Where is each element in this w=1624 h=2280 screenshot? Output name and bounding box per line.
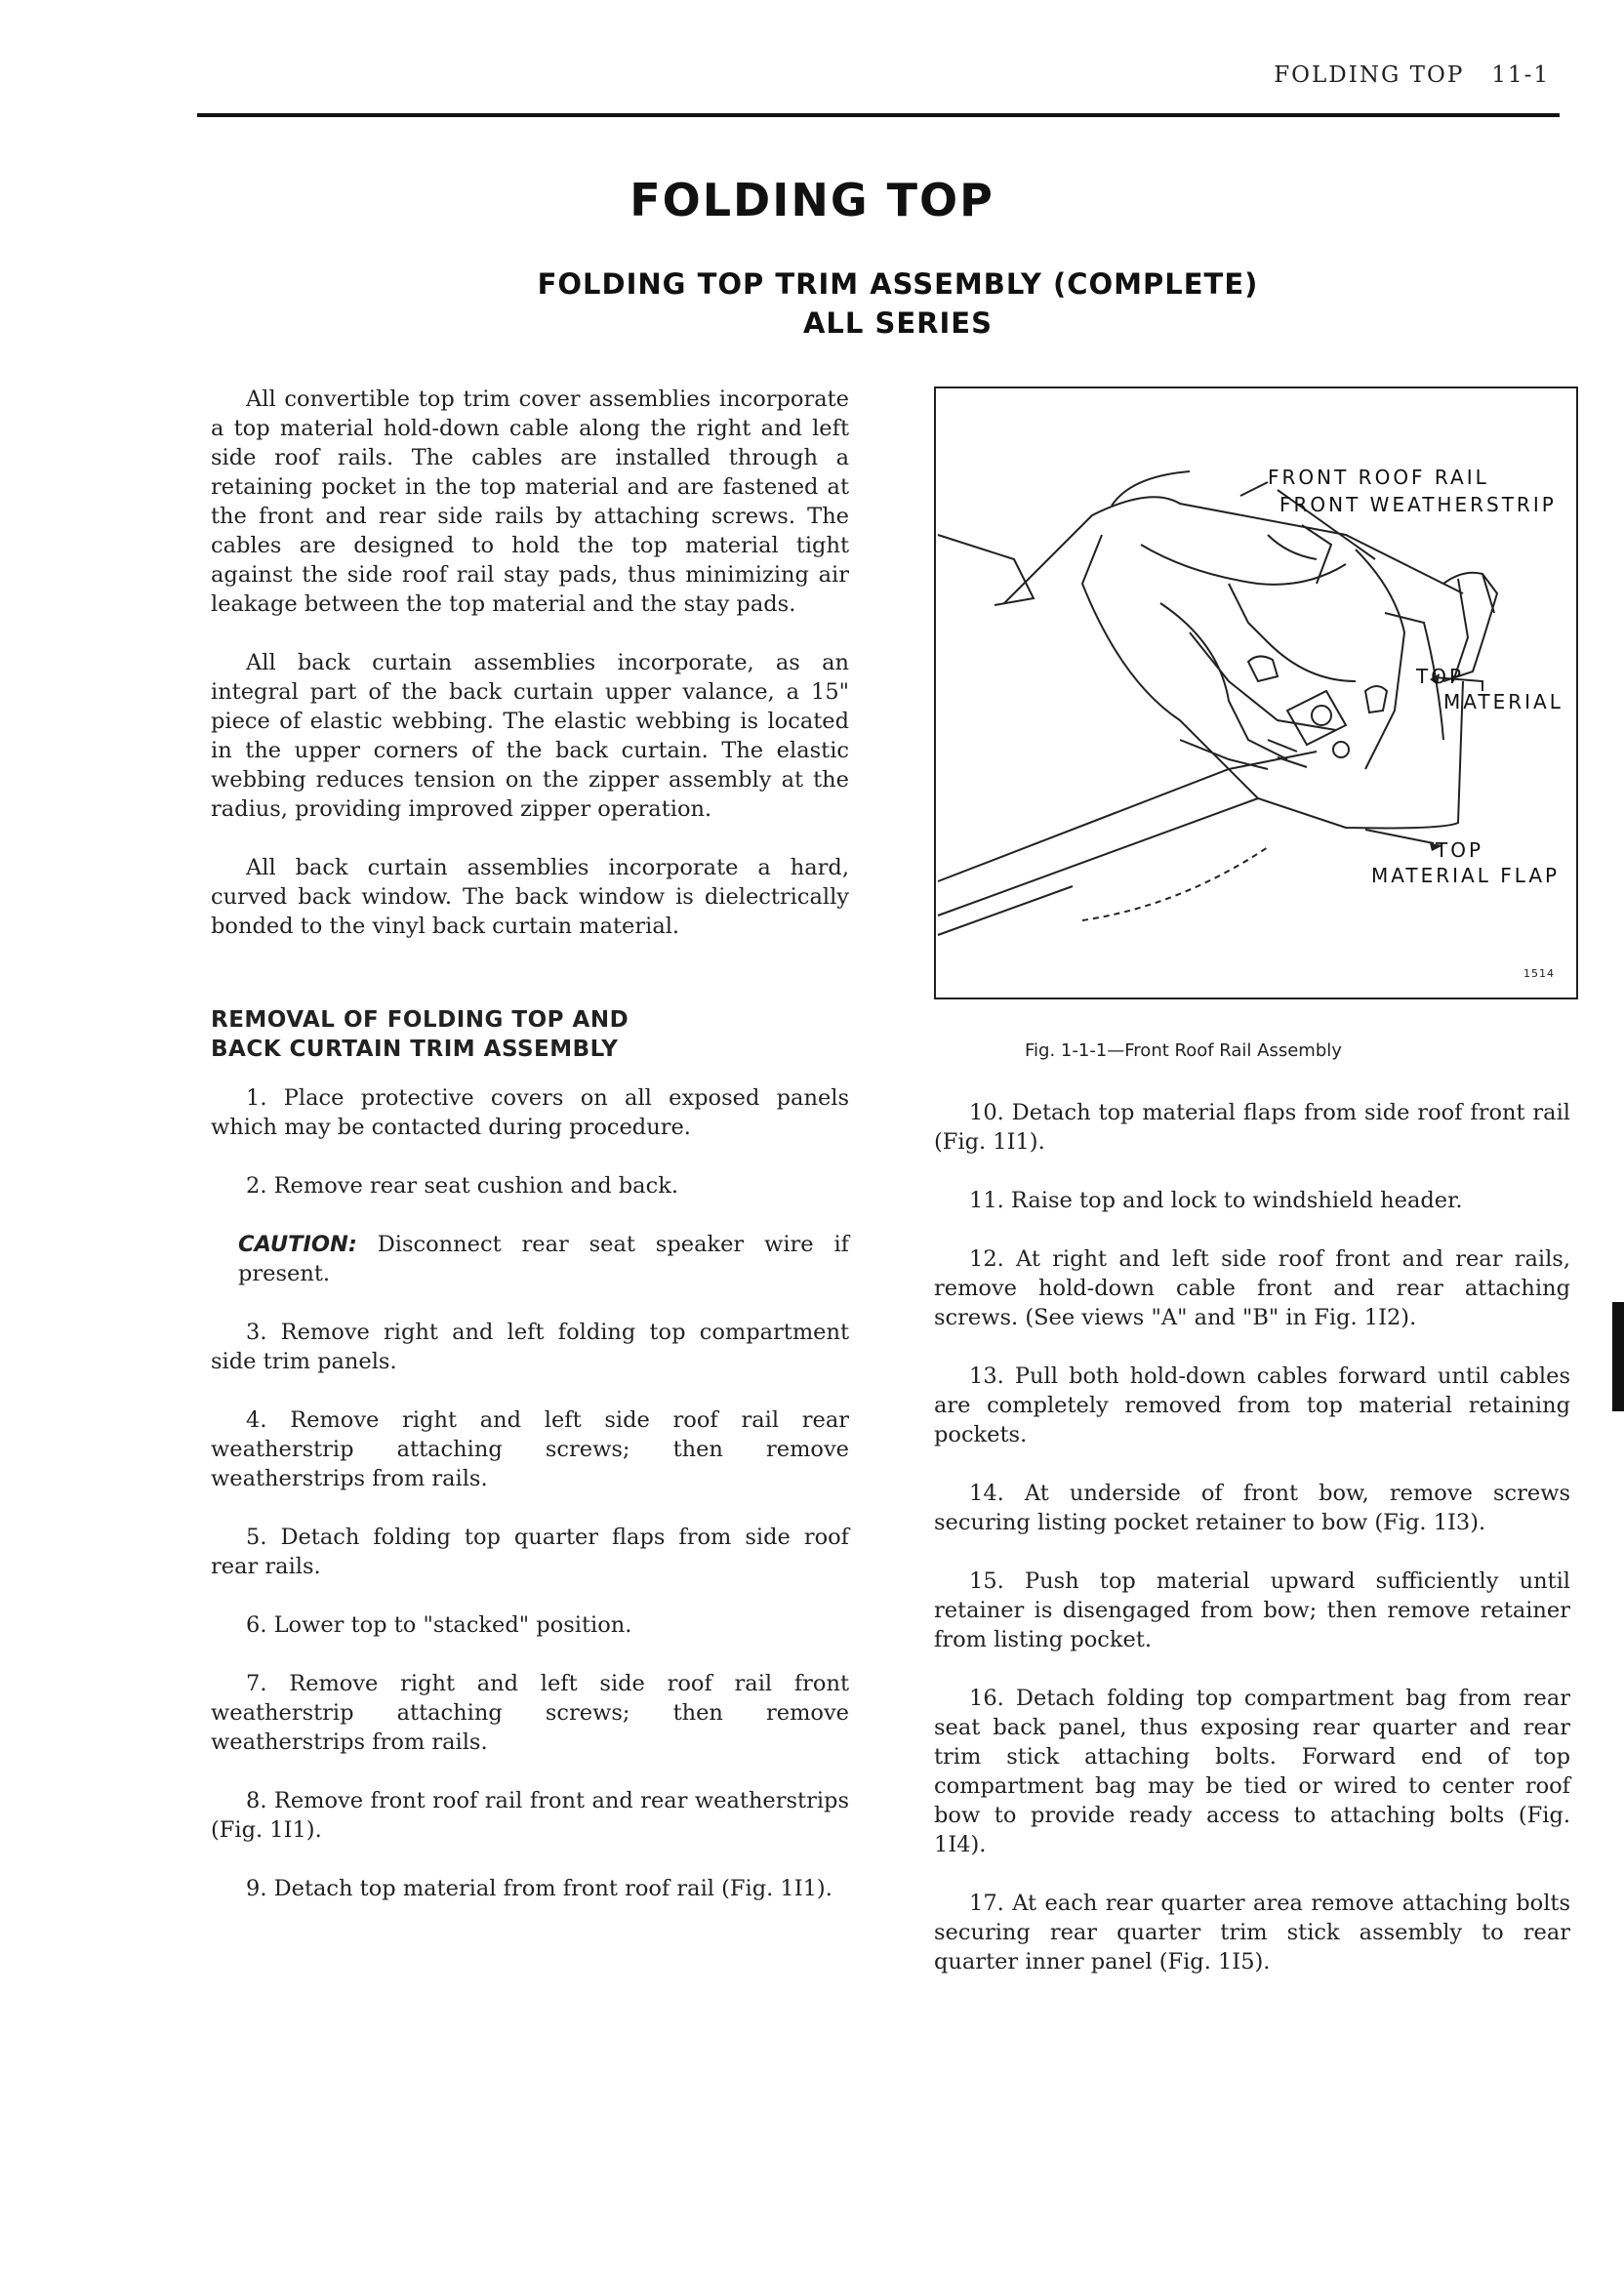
intro-paragraph: All back curtain assemblies incorporate, as an integral part of the back curtain upper valance, a 15" piece of elastic webbing. The elastic webbing is located in the upper corners of the back curtain. The elastic webbing reduces tension on the zipper assembly at the radius, providing improved zipper operation.	[211, 650, 849, 822]
section-subtitle: FOLDING TOP TRIM ASSEMBLY (COMPLETE)	[537, 267, 1259, 301]
caution-text: Disconnect rear seat speaker wire if present.	[238, 1232, 849, 1286]
step-6: 6. Lower top to "stacked" position.	[246, 1612, 632, 1638]
page-title: FOLDING TOP	[629, 174, 995, 226]
step-4: 4. Remove right and left side roof rail rear weatherstrip attaching screws; then remove weatherstrips from rails.	[211, 1407, 849, 1491]
section-heading-line: REMOVAL OF FOLDING TOP AND	[211, 1007, 629, 1033]
section-heading	[211, 1005, 849, 1064]
callout-material: MATERIAL	[1443, 690, 1563, 713]
step-11: 11. Raise top and lock to windshield header.	[969, 1188, 1463, 1213]
callout-front-weatherstrip: FRONT WEATHERSTRIP	[1279, 493, 1557, 516]
callout-top: TOP	[1416, 665, 1465, 688]
step-15: 15. Push top material upward sufficiently until retainer is disengaged from bow; then remove retainer from listing pocket.	[934, 1568, 1570, 1652]
header-rule	[197, 113, 1560, 117]
step-2: 2. Remove rear seat cushion and back.	[246, 1173, 678, 1199]
figure-front-roof-rail	[934, 387, 1578, 999]
caution-note	[238, 1230, 849, 1288]
step-1: 1. Place protective covers on all exposed panels which may be contacted during procedure.	[211, 1085, 849, 1140]
intro-paragraph: All back curtain assemblies incorporate a hard, curved back window. The back window is dielectrically bonded to the vinyl back curtain material.	[211, 855, 849, 939]
step-8: 8. Remove front roof rail front and rear weatherstrips (Fig. 1I1).	[211, 1788, 849, 1843]
section-thumb-tab	[1612, 1302, 1624, 1411]
running-title: FOLDING TOP	[1274, 62, 1465, 88]
running-head	[1274, 62, 1550, 88]
callout-top-2: TOP	[1436, 838, 1484, 862]
step-12: 12. At right and left side roof front and rear rails, remove hold-down cable front and rear attaching screws. (See views "A" and "B" in Fig. 1I2).	[934, 1246, 1570, 1330]
step-16: 16. Detach folding top compartment bag from rear seat back panel, thus exposing rear quarter and rear trim stick attaching bolts. Forward end of top compartment bag may be tied or wired to center roof bow to provide ready access to attaching bolts (Fig. 1I4).	[934, 1686, 1570, 1857]
figure-id: 1514	[1523, 967, 1555, 980]
series-subtitle: ALL SERIES	[802, 306, 993, 340]
figure-caption: Fig. 1-1-1—Front Roof Rail Assembly	[1025, 1040, 1342, 1061]
step-17: 17. At each rear quarter area remove attaching bolts securing rear quarter trim stick assembly to rear quarter inner panel (Fig. 1I5).	[934, 1891, 1570, 1975]
step-7: 7. Remove right and left side roof rail front weatherstrip attaching screws; then remove weatherstrips from rails.	[211, 1671, 849, 1755]
step-10: 10. Detach top material flaps from side roof front rail (Fig. 1I1).	[934, 1100, 1570, 1155]
left-column	[211, 385, 849, 1903]
intro-paragraph: All convertible top trim cover assemblies incorporate a top material hold-down cable along the right and left side roof rails. The cables are installed through a retaining pocket in the top material and are fastened at the front and rear side rails by attaching screws. The cables are designed to hold the top material tight against the side roof rail stay pads, thus minimizing air leakage between the top material and the stay pads.	[211, 387, 849, 617]
callout-front-roof-rail: FRONT ROOF RAIL	[1268, 466, 1489, 489]
page-number: 11-1	[1491, 62, 1550, 88]
step-5: 5. Detach folding top quarter flaps from side roof rear rails.	[211, 1525, 849, 1579]
section-heading-line: BACK CURTAIN TRIM ASSEMBLY	[211, 1037, 619, 1062]
right-column	[934, 1098, 1570, 1976]
step-9: 9. Detach top material from front roof rail (Fig. 1I1).	[246, 1876, 832, 1901]
caution-label: CAUTION:	[238, 1232, 357, 1257]
step-3: 3. Remove right and left folding top compartment side trim panels.	[211, 1320, 849, 1374]
step-13: 13. Pull both hold-down cables forward until cables are completely removed from top material retaining pockets.	[934, 1364, 1570, 1447]
step-14: 14. At underside of front bow, remove screws securing listing pocket retainer to bow (Fig. 1I3).	[934, 1481, 1570, 1535]
callout-material-flap: MATERIAL FLAP	[1371, 864, 1561, 887]
